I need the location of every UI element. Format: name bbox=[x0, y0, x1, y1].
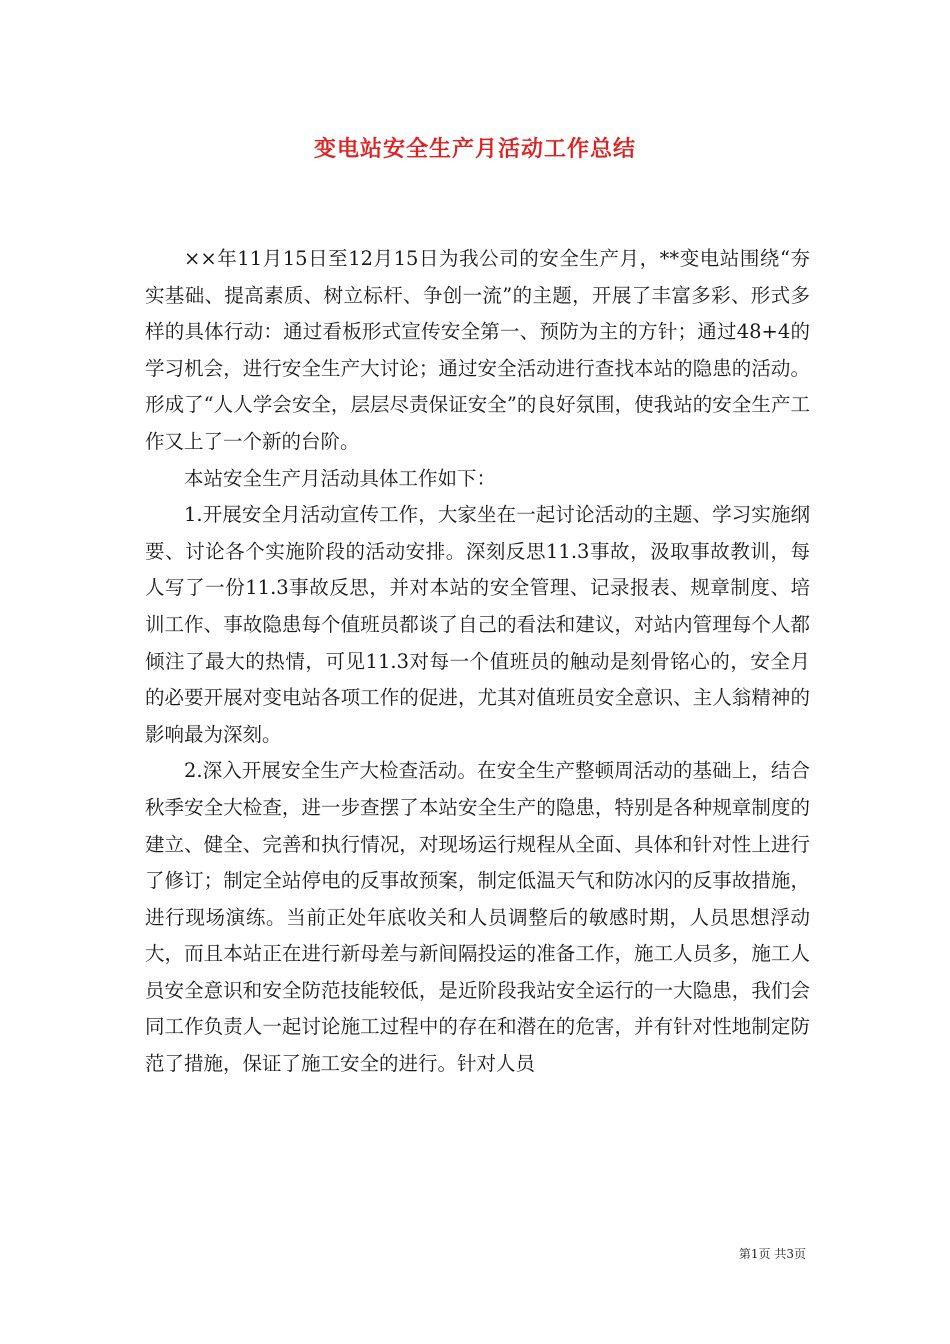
paragraph-item-2: 2.深入开展安全生产大检查活动。在安全生产整顿周活动的基础上，结合秋季安全大检查，进一步查摆了本站安全生产的隐患，特别是各种规章制度的建立、健全、完善和执行情况，对现场运行规程从全面、具体和针对性上进行了修订；制定全站停电的反事故预案，制定低温天气和防冰闪的反事故措施，进行现场演练。当前正处年底收关和人员调整后的敏感时期，人员思想浮动大，而且本站正在进行新母差与新间隔投运的准备工作，施工人员多，施工人员安全意识和安全防范技能较低，是近阶段我站安全运行的一大隐患，我们会同工作负责人一起讨论施工过程中的存在和潜在的危害，并有针对性地制定防范了措施，保证了施工安全的进行。针对人员 bbox=[145, 759, 810, 1076]
paragraph-list-heading: 本站安全生产月活动具体工作如下： bbox=[184, 466, 497, 490]
paragraph-intro: ××年11月15日至12月15日为我公司的安全生产月，**变电站围绕“夯实基础、提高素质、树立标杆、争创一流”的主题，开展了丰富多彩、形式多样的具体行动：通过看板形式宣传安全第一、预防为主的方针；通过48+4的学习机会，进行安全生产大讨论；通过安全活动进行查找本站的隐患的活动。形成了“人人学会安全，层层尽责保证安全”的良好氛围，使我站的安全生产工作又上了一个新的台阶。 bbox=[145, 247, 810, 453]
paragraph-item-1: 1.开展安全月活动宣传工作，大家坐在一起讨论活动的主题、学习实施纲要、讨论各个实施阶段的活动安排。深刻反思11.3事故，汲取事故教训，每人写了一份11.3事故反思，并对本站的安全管理、记录报表、规章制度、培训工作、事故隐患每个值班员都谈了自己的看法和建议，对站内管理每个人都倾注了最大的热情，可见11.3对每一个值班员的触动是刻骨铭心的，安全月的必要开展对变电站各项工作的促进，尤其对值班员安全意识、主人翁精神的影响最为深刻。 bbox=[145, 503, 810, 746]
document-title: 变电站安全生产月活动工作总结 bbox=[313, 137, 636, 162]
document-body bbox=[145, 241, 810, 1083]
page-number-footer: 第1页 共3页 bbox=[738, 1247, 806, 1261]
